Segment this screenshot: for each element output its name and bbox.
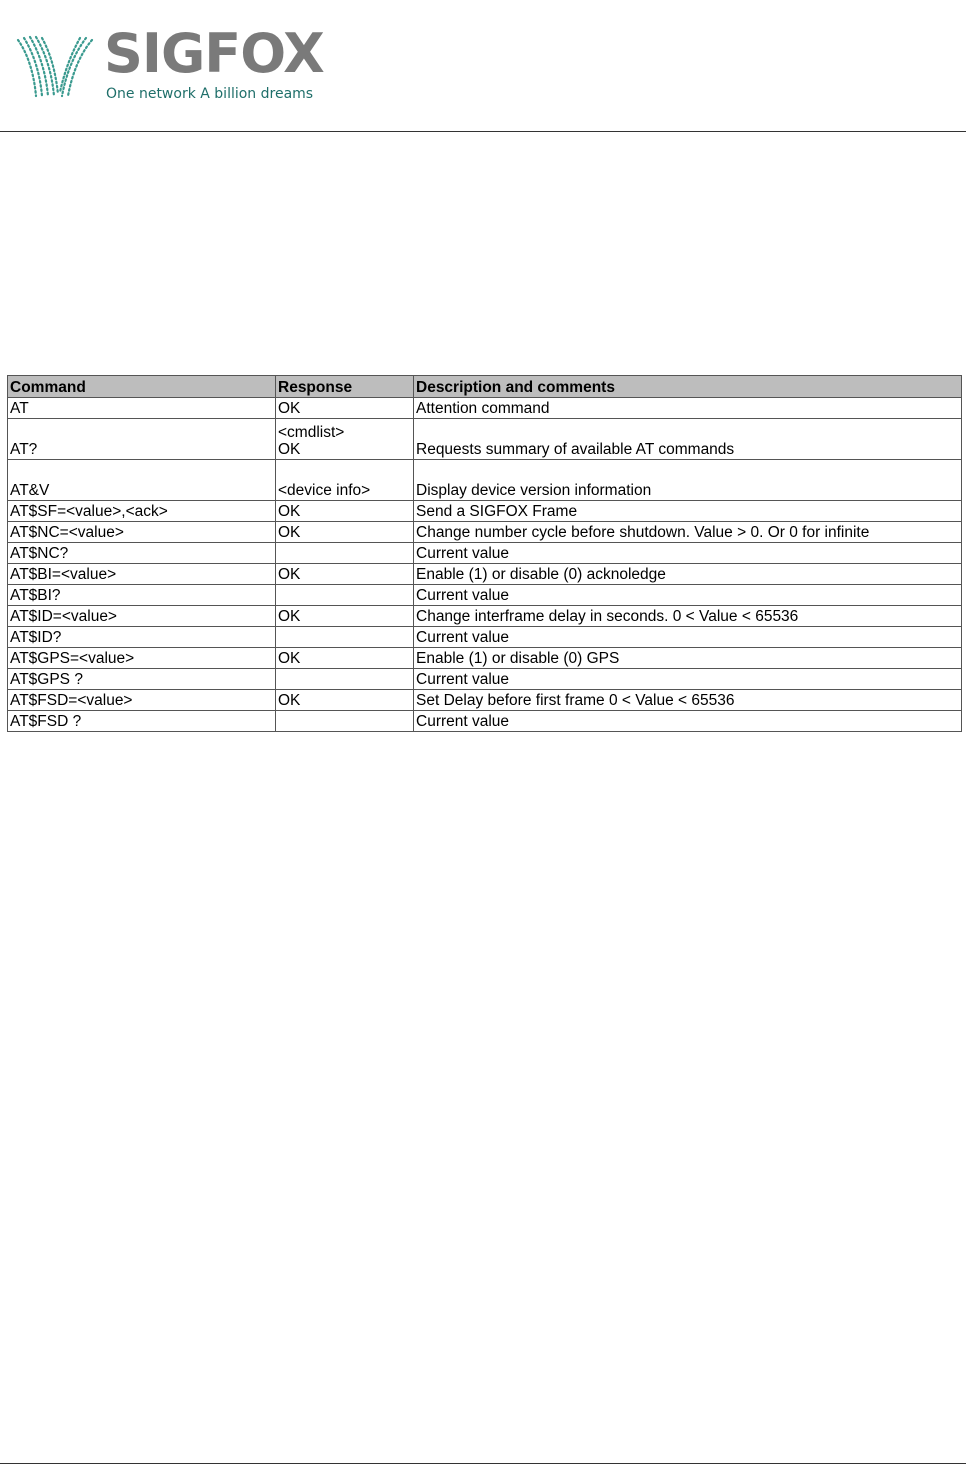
table-row [8,543,962,564]
sigfox-wave-icon [14,34,96,100]
cell-response [276,606,414,627]
table-row [8,669,962,690]
cell-response [276,543,414,564]
table-row [8,522,962,543]
table-row [8,419,962,460]
cell-response [276,711,414,732]
cell-description: Send a SIGFOX Frame [414,501,962,522]
cell-command: AT$ID? [8,627,276,648]
cell-command: AT$NC? [8,543,276,564]
cell-command: AT$FSD ? [8,711,276,732]
response-line: <device info> [278,482,371,499]
cell-description: Requests summary of available AT commands [414,419,962,460]
cell-response [276,460,414,501]
response-line: OK [278,400,301,417]
response-line: OK [278,524,301,541]
table-row [8,501,962,522]
cell-command: AT$GPS ? [8,669,276,690]
table-row [8,564,962,585]
logo-name: SIGFOX [104,22,324,85]
table-row [8,460,962,501]
table-row [8,398,962,419]
table-body [8,398,962,732]
cell-description: Current value [414,543,962,564]
table-row [8,711,962,732]
logo-tagline: One network A billion dreams [106,86,314,102]
response-line: OK [278,566,301,583]
cell-description: Display device version information [414,460,962,501]
column-header-response: Response [276,376,414,398]
cell-response [276,501,414,522]
cell-command: AT$NC=<value> [8,522,276,543]
at-command-table [7,375,962,732]
table-row [8,606,962,627]
cell-command: AT$BI=<value> [8,564,276,585]
table-row [8,690,962,711]
cell-description: Attention command [414,398,962,419]
response-line: OK [278,692,301,709]
cell-response [276,585,414,606]
cell-description: Current value [414,669,962,690]
cell-command: AT$ID=<value> [8,606,276,627]
cell-description: Change number cycle before shutdown. Value > 0. Or 0 for infinite [414,522,962,543]
cell-response [276,522,414,543]
cell-response [276,627,414,648]
cell-description: Enable (1) or disable (0) GPS [414,648,962,669]
table-row [8,648,962,669]
cell-description: Current value [414,585,962,606]
cell-response [276,564,414,585]
cell-description: Current value [414,627,962,648]
cell-command: AT [8,398,276,419]
cell-command: AT$GPS=<value> [8,648,276,669]
cell-description: Current value [414,711,962,732]
cell-command: AT$BI? [8,585,276,606]
cell-response [276,648,414,669]
cell-command: AT$FSD=<value> [8,690,276,711]
cell-description: Change interframe delay in seconds. 0 < Value < 65536 [414,606,962,627]
cell-response [276,669,414,690]
column-header-description: Description and comments [414,376,962,398]
cell-description: Set Delay before first frame 0 < Value < 65536 [414,690,962,711]
sigfox-logo [14,22,334,110]
cell-response [276,690,414,711]
response-line: OK [278,441,301,458]
response-line: <cmdlist> [278,424,345,441]
cell-response [276,419,414,460]
response-line: OK [278,650,301,667]
footer-divider [0,1463,966,1464]
cell-command: AT? [8,419,276,460]
table-row [8,585,962,606]
header-divider [0,131,966,132]
table-header-row [8,376,962,398]
response-line: OK [278,608,301,625]
table-row [8,627,962,648]
cell-command: AT&V [8,460,276,501]
column-header-command: Command [8,376,276,398]
response-line: OK [278,503,301,520]
cell-response [276,398,414,419]
cell-description: Enable (1) or disable (0) acknoledge [414,564,962,585]
cell-command: AT$SF=<value>,<ack> [8,501,276,522]
